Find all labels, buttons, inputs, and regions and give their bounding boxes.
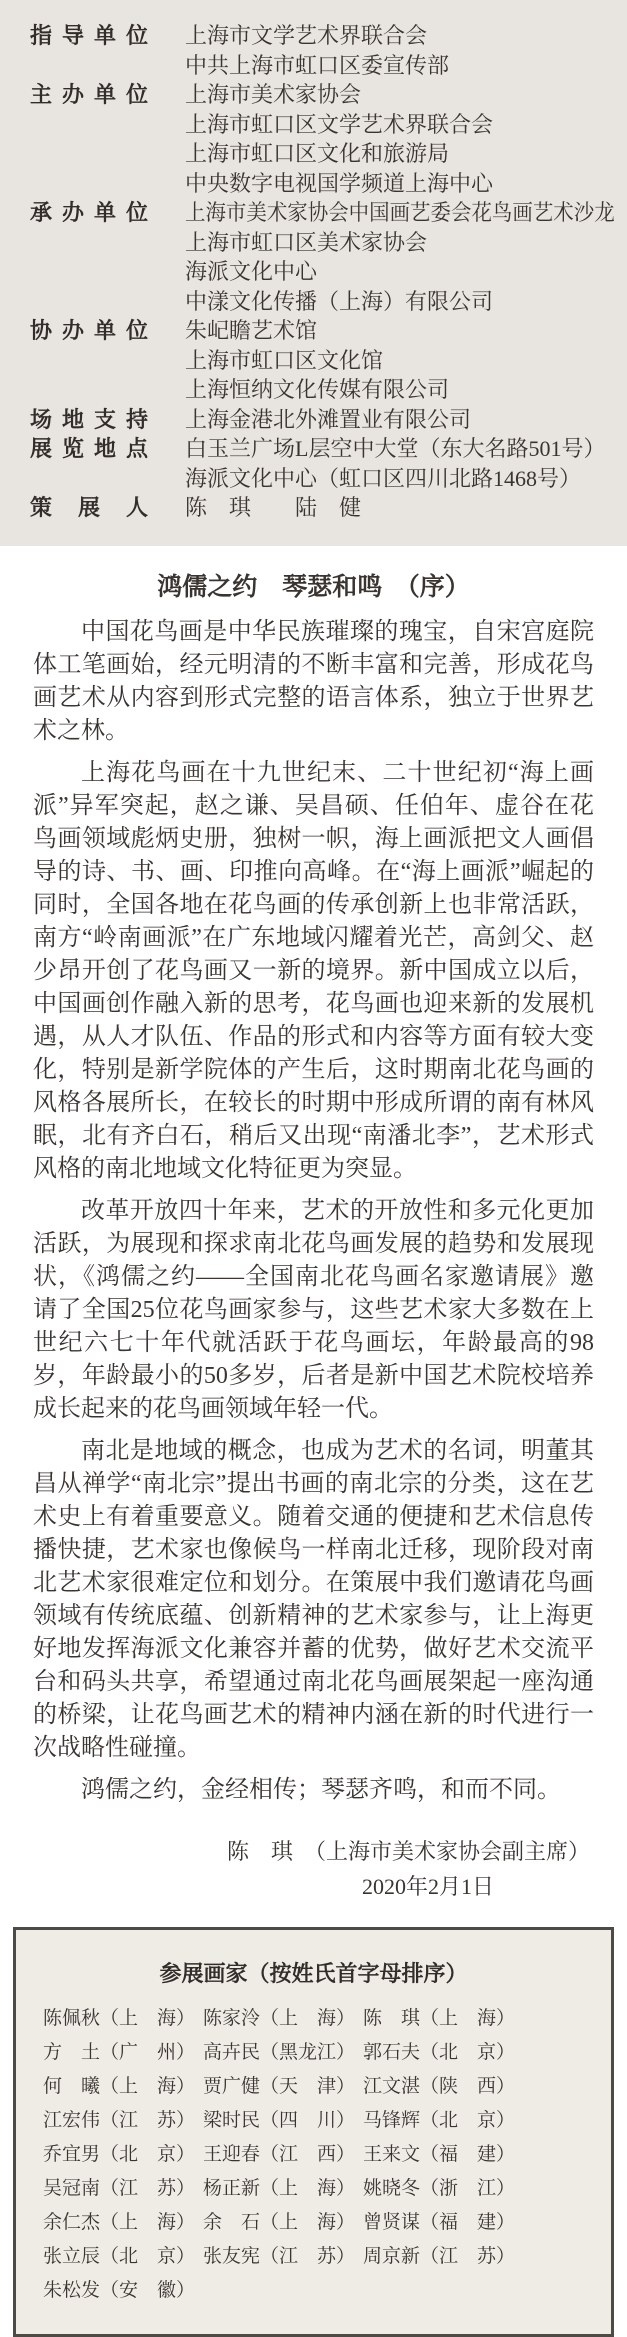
artist-item: 曾贤谋（福 建） — [363, 2211, 516, 2233]
artist-item: 梁时民（四 川） — [203, 2109, 356, 2131]
credit-value: 陈 琪 陆 健 — [185, 495, 362, 520]
artist-item: 陈家泠（上 海） — [203, 2007, 356, 2029]
artist-item: 乔宜男（北 京） — [43, 2143, 196, 2165]
artist-item: 王迎春（江 西） — [203, 2143, 356, 2165]
credit-values — [185, 434, 627, 493]
credit-value: 上海金港北外滩置业有限公司 — [185, 406, 472, 432]
credit-value: 海派文化中心 — [185, 259, 318, 284]
artist-item: 何 曦（上 海） — [43, 2075, 196, 2097]
credit-value: 朱屺瞻艺术馆 — [185, 318, 318, 343]
artist-item: 高卉民（黑龙江） — [203, 2041, 356, 2063]
credit-value: 上海市虹口区文学艺术界联合会 — [185, 111, 494, 137]
credit-label: 场地支持 — [30, 406, 148, 432]
artist-item: 姚晓冬（浙 江） — [363, 2177, 516, 2199]
preface-paragraph: 南北是地域的概念，也成为艺术的名词，明董其昌从禅学“南北宗”提出书画的南北宗的分类，这在艺术史上有着重要意义。随着交通的便捷和艺术信息传播快捷，艺术家也像候鸟一样南北迁移，现阶段对南北艺术家很难定位和划分。在策展中我们邀请花鸟画领域有传统底蕴、创新精神的艺术家参与，让上海更好地发挥海派文化兼容并蓄的优势，做好艺术交流平台和码头共享，希望通过南北花鸟画展架起一座沟通的桥梁，让花鸟画艺术的精神内涵在新的时代进行一次战略性碰撞。 — [33, 1437, 594, 1761]
artist-item: 周京新（江 苏） — [363, 2245, 516, 2267]
artist-item: 吴冠南（江 苏） — [43, 2177, 196, 2199]
artist-item: 江文湛（陕 西） — [363, 2075, 516, 2097]
credit-values — [185, 80, 627, 198]
artist-item: 余仁杰（上 海） — [43, 2211, 196, 2233]
artist-item: 王来文（福 建） — [363, 2143, 516, 2165]
credit-values — [185, 198, 627, 316]
credit-label: 协办单位 — [30, 318, 148, 343]
artist-item: 朱松发（安 徽） — [43, 2279, 196, 2301]
artist-item: 杨正新（上 海） — [203, 2177, 356, 2199]
artist-item: 余 石（上 海） — [203, 2211, 356, 2233]
credit-values — [185, 493, 627, 523]
preface-section — [0, 572, 627, 1901]
preface-title: 鸿儒之约 琴瑟和鸣 （序） — [157, 573, 470, 601]
artist-item: 张立辰（北 京） — [43, 2245, 196, 2267]
credit-row — [30, 434, 627, 493]
credit-label: 指导单位 — [30, 23, 148, 48]
credit-value: 上海市虹口区文化和旅游局 — [185, 141, 450, 166]
credit-value: 上海市虹口区美术家协会 — [185, 229, 428, 255]
credit-label: 主办单位 — [30, 82, 148, 107]
credits-section — [0, 0, 627, 546]
credit-value: 中共上海市虹口区委宣传部 — [185, 52, 450, 78]
credit-values — [185, 316, 627, 405]
preface-paragraph: 改革开放四十年来，艺术的开放性和多元化更加活跃，为展现和探求南北花鸟画发展的趋势和发展现状，《鸿儒之约——全国南北花鸟画名家邀请展》邀请了全国25位花鸟画家参与，这些艺术家大多数在上世纪六七十年代就活跃于花鸟画坛，年龄最高的98岁，年龄最小的50多岁，后者是新中国艺术院校培养成长起来的花鸟画领域年轻一代。 — [33, 1197, 594, 1422]
credit-value: 中央数字电视国学频道上海中心 — [185, 170, 494, 196]
credit-row — [30, 493, 627, 523]
credit-value: 上海市虹口区文化馆 — [185, 347, 384, 373]
preface-paragraph: 上海花鸟画在十九世纪末、二十世纪初“海上画派”异军突起，赵之谦、吴昌硕、任伯年、虚谷在花鸟画领域彪炳史册，独树一帜，海上画派把文人画倡导的诗、书、画、印推向高峰。在“海上画派”崛起的同时，全国各地在花鸟画的传承创新上也非常活跃，南方“岭南画派”在广东地域闪耀着光芒，高剑父、赵少昂开创了花鸟画又一新的境界。新中国成立以后，中国画创作融入新的思考，花鸟画也迎来新的发展机遇，从人才队伍、作品的形式和内容等方面有较大变化，特别是新学院体的产生后，这时期南北花鸟画的风格各展所长，在较长的时期中形成所谓的南有林风眠，北有齐白石，稍后又出现“南潘北李”，艺术形式风格的南北地域文化特征更为突显。 — [33, 759, 594, 1182]
credit-row — [30, 316, 627, 405]
preface-paragraph: 鸿儒之约，金经相传；琴瑟齐鸣，和而不同。 — [81, 1776, 561, 1803]
preface-body — [33, 616, 594, 1807]
credit-row — [30, 405, 627, 435]
signature: 陈 琪 （上海市美术家协会副主席） — [226, 1838, 590, 1864]
credit-value: 上海市文学艺术界联合会 — [185, 23, 428, 48]
artists-title: 参展画家（按姓氏首字母排序） — [159, 1960, 468, 1986]
credit-row — [30, 198, 627, 316]
credit-row — [30, 21, 627, 80]
credit-values — [185, 405, 627, 435]
credit-value: 中漾文化传播（上海）有限公司 — [185, 288, 494, 314]
credit-row — [30, 80, 627, 198]
artist-item: 贾广健（天 津） — [203, 2075, 356, 2097]
credit-value: 上海恒纳文化传媒有限公司 — [185, 377, 450, 402]
credit-label: 展览地点 — [30, 436, 148, 461]
artist-item: 陈佩秋（上 海） — [43, 2007, 196, 2029]
artists-box — [13, 1927, 614, 2337]
artist-item: 马锋辉（北 京） — [363, 2109, 516, 2131]
credit-values — [185, 21, 627, 80]
artist-item: 郭石夫（北 京） — [363, 2041, 516, 2063]
artist-item: 张友宪（江 苏） — [203, 2245, 356, 2267]
credit-value: 白玉兰广场L层空中大堂（东大名路501号） — [185, 436, 606, 461]
credit-value: 海派文化中心（虹口区四川北路1468号） — [185, 465, 582, 491]
signature-date: 2020年2月1日 — [361, 1873, 494, 1899]
artists-grid — [43, 2002, 611, 2308]
credit-label: 承办单位 — [30, 200, 148, 225]
preface-paragraph: 中国花鸟画是中华民族璀璨的瑰宝，自宋宫庭院体工笔画始，经元明清的不断丰富和完善，形成花鸟画艺术从内容到形式完整的语言体系，独立于世界艺术之林。 — [33, 618, 594, 744]
artist-item: 方 土（广 州） — [43, 2041, 196, 2063]
credit-label: 策展人 — [30, 495, 148, 520]
artist-item: 江宏伟（江 苏） — [43, 2109, 196, 2131]
credit-value: 上海市美术家协会中国画艺委会花鸟画艺术沙龙 — [185, 200, 615, 225]
credit-value: 上海市美术家协会 — [185, 82, 362, 107]
artist-item: 陈 琪（上 海） — [363, 2007, 516, 2029]
